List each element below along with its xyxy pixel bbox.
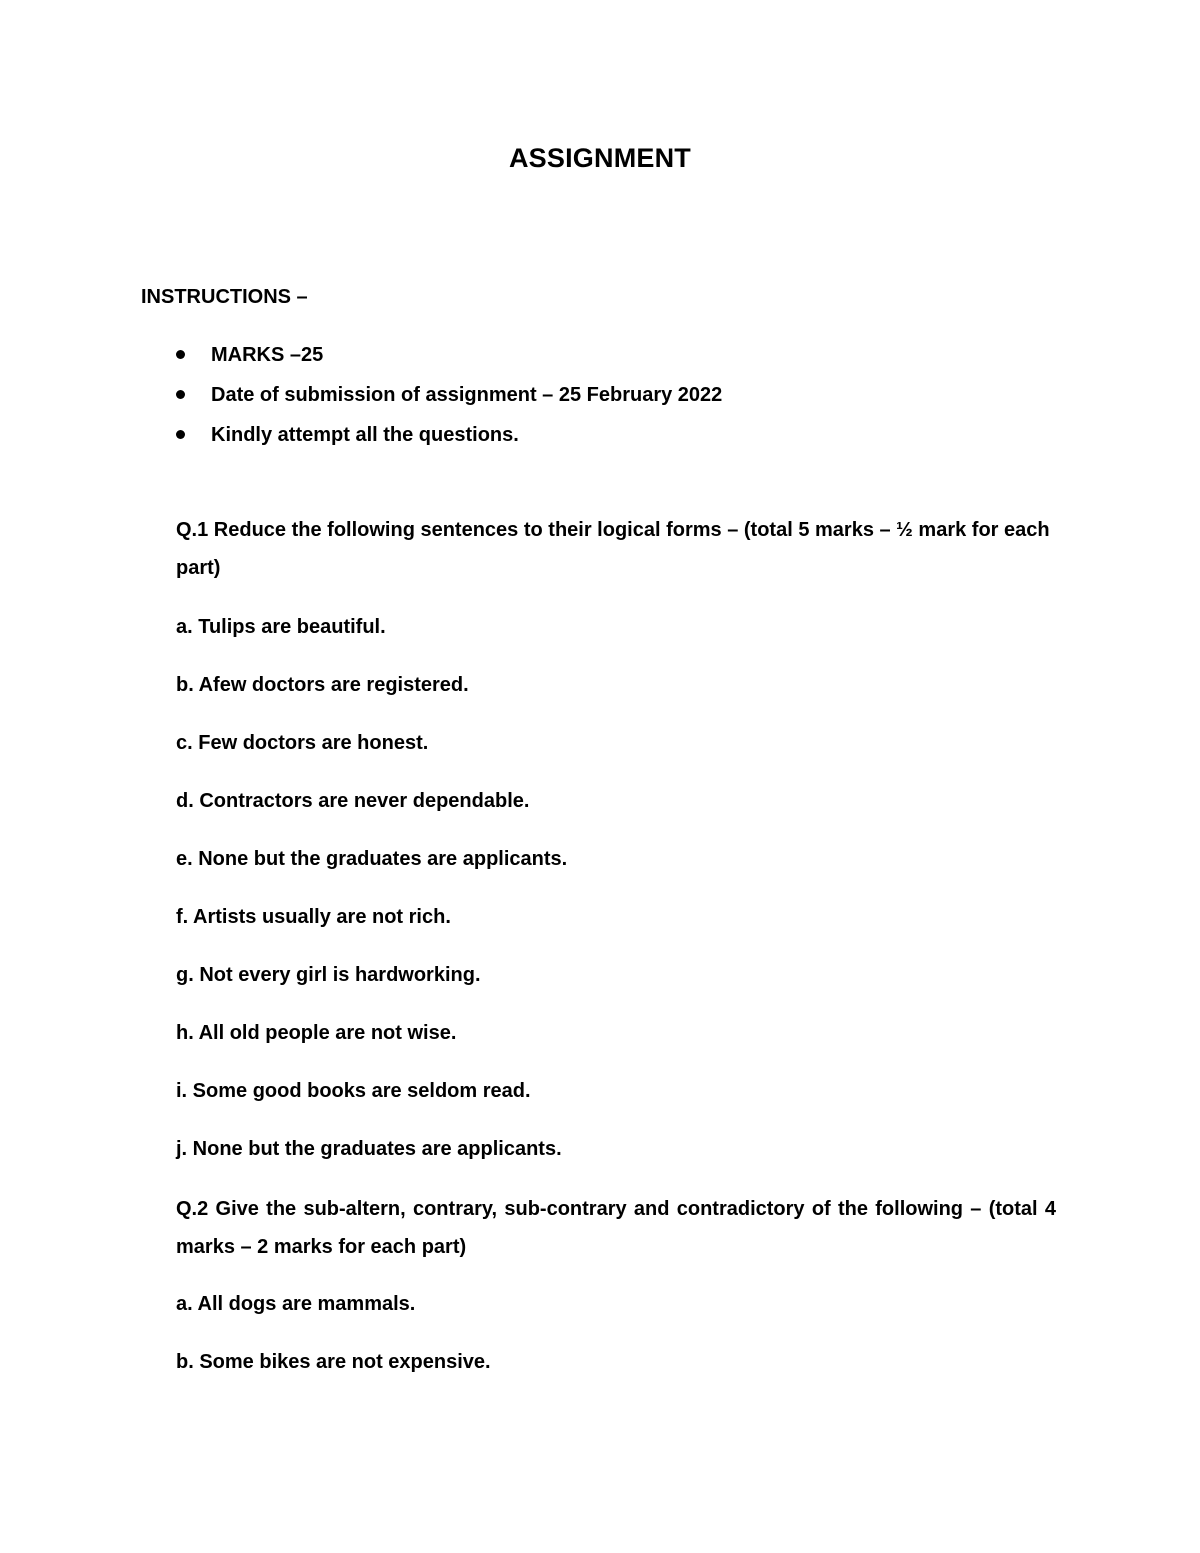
instruction-text: MARKS –25 bbox=[211, 344, 324, 366]
instructions-heading: INSTRUCTIONS – bbox=[141, 286, 308, 308]
question-1-part: f. Artists usually are not rich. bbox=[176, 906, 451, 928]
question-2-part: b. Some bikes are not expensive. bbox=[176, 1351, 491, 1373]
instruction-item bbox=[173, 382, 722, 422]
bullet-icon bbox=[176, 350, 185, 359]
bullet-icon bbox=[176, 390, 185, 399]
question-1-prompt: Q.1 Reduce the following sentences to their logical forms – (total 5 marks – ½ mark for each part) bbox=[176, 519, 1050, 579]
instruction-text: Kindly attempt all the questions. bbox=[211, 424, 519, 446]
instruction-item bbox=[173, 342, 722, 382]
document-title: ASSIGNMENT bbox=[508, 143, 691, 173]
question-2-part: a. All dogs are mammals. bbox=[176, 1293, 416, 1315]
question-1-part: e. None but the graduates are applicants. bbox=[176, 848, 568, 870]
instructions-list bbox=[173, 342, 722, 462]
instruction-item bbox=[173, 422, 722, 462]
question-1-part: i. Some good books are seldom read. bbox=[176, 1080, 531, 1102]
bullet-icon bbox=[176, 430, 185, 439]
instruction-text: Date of submission of assignment – 25 February 2022 bbox=[211, 384, 723, 406]
question-1-part: d. Contractors are never dependable. bbox=[176, 790, 530, 812]
question-1-part: j. None but the graduates are applicants. bbox=[176, 1138, 562, 1160]
question-1-part: a. Tulips are beautiful. bbox=[176, 616, 386, 638]
question-2-prompt: Q.2 Give the sub-altern, contrary, sub-contrary and contradictory of the following – (total 4 marks – 2 marks for each part) bbox=[176, 1198, 1056, 1258]
question-1-part: b. Afew doctors are registered. bbox=[176, 674, 469, 696]
question-1-part: g. Not every girl is hardworking. bbox=[176, 964, 481, 986]
question-1-part: c. Few doctors are honest. bbox=[176, 732, 429, 754]
question-1-part: h. All old people are not wise. bbox=[176, 1022, 457, 1044]
